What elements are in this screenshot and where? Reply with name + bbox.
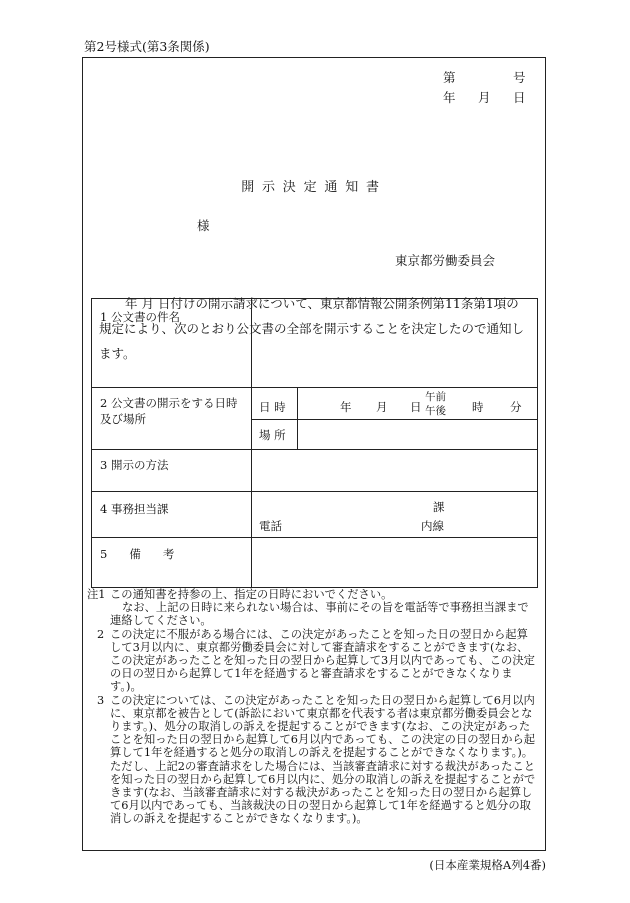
phone-label: 電話	[259, 519, 282, 533]
row-document-title-label: 1 公文書の件名	[100, 310, 180, 324]
table-divider	[251, 299, 252, 587]
body-paragraph: 年 月 日付けの開示請求について、東京都情報公開条例第11条第1項の規定により、次のとおり公文書の全部を開示することを決定したので通知します。	[99, 296, 525, 361]
notice-frame	[82, 57, 546, 851]
note-3	[87, 694, 539, 826]
date-day: 日	[513, 90, 526, 105]
date-month-unit: 月	[376, 400, 388, 414]
row-office-label: 4 事務担当課	[100, 502, 169, 516]
issuer-name: 東京都労働委員会	[395, 253, 496, 268]
hour-unit: 時	[472, 400, 484, 414]
table-rule	[92, 449, 537, 450]
notes-section	[87, 588, 539, 826]
date-day-unit: 日	[410, 400, 422, 414]
note-number: 注1	[87, 588, 106, 601]
note-text: この決定に不服がある場合には、この決定があったことを知った日の翌日から起算して3月以内に、東京都労働委員会に対して審査請求をすることができます(なお、この決定があったことを知った日の翌日から起算して3月以内であっても、この決定の日の翌日から起算して1年を経過すると審査請求をすることができなくなります。)。	[110, 627, 535, 694]
am-label: 午前	[425, 391, 446, 403]
note-number: 3	[97, 693, 105, 707]
note-1	[87, 588, 539, 601]
paper-size-note: (日本産業規格A列4番)	[429, 858, 546, 872]
table-rule	[92, 387, 537, 388]
extension-label: 内線	[421, 519, 444, 533]
table-rule	[92, 537, 537, 538]
note-text: この通知書を持参の上、指定の日時においでください。	[110, 588, 393, 601]
table-rule	[251, 419, 537, 420]
date-year-unit: 年	[340, 400, 352, 414]
place-label: 場 所	[259, 428, 286, 442]
recipient-suffix: 様	[197, 218, 210, 233]
row-method-label: 3 開示の方法	[100, 458, 169, 472]
note-1-continued: なお、上記の日時に来られない場合は、事前にその旨を電話等で事務担当課まで連絡してください。	[110, 601, 529, 628]
doc-number-prefix: 第	[443, 70, 456, 85]
doc-number-suffix: 号	[513, 70, 526, 85]
table-rule	[92, 491, 537, 492]
form-code: 第2号様式(第3条関係)	[84, 39, 210, 54]
document-title: 開示決定通知書	[241, 180, 387, 195]
pm-label: 午後	[425, 405, 446, 417]
section-unit: 課	[433, 500, 445, 514]
note-number: 2	[97, 627, 105, 641]
note-text: この決定については、この決定があったことを知った日の翌日から起算して6月以内に、東京都を被告として(訴訟において東京都を代表する者は東京都労働委員会となります。)、処分の取消しの訴えを提起することができます(なお、この決定があったことを知った日の翌日から起算して6月以内であっても、この決定の日の翌日から起算して1年を経過すると処分の取消しの訴えを提起することができなくなります。)。ただし、上記2の審査請求をした場合には、当該審査請求に対する裁決があったことを知った日の翌日から起算して6月以内に、処分の取消しの訴えを提起することができます(なお、当該審査請求に対する裁決があったことを知った日の翌日から起算して6月以内であっても、当該裁決の日の翌日から起算して1年を経過すると処分の取消しの訴えを提起することができなくなります。)。	[110, 693, 536, 826]
minute-unit: 分	[510, 400, 522, 414]
date-year: 年	[443, 90, 456, 105]
note-2	[87, 628, 539, 694]
row-remarks-label: 5 備 考	[100, 547, 175, 561]
date-month: 月	[478, 90, 491, 105]
table-divider	[297, 387, 298, 449]
row-date-place-label: 2 公文書の開示をする日時及び場所	[100, 396, 238, 426]
date-time-label: 日 時	[259, 400, 286, 414]
details-table	[91, 298, 538, 588]
